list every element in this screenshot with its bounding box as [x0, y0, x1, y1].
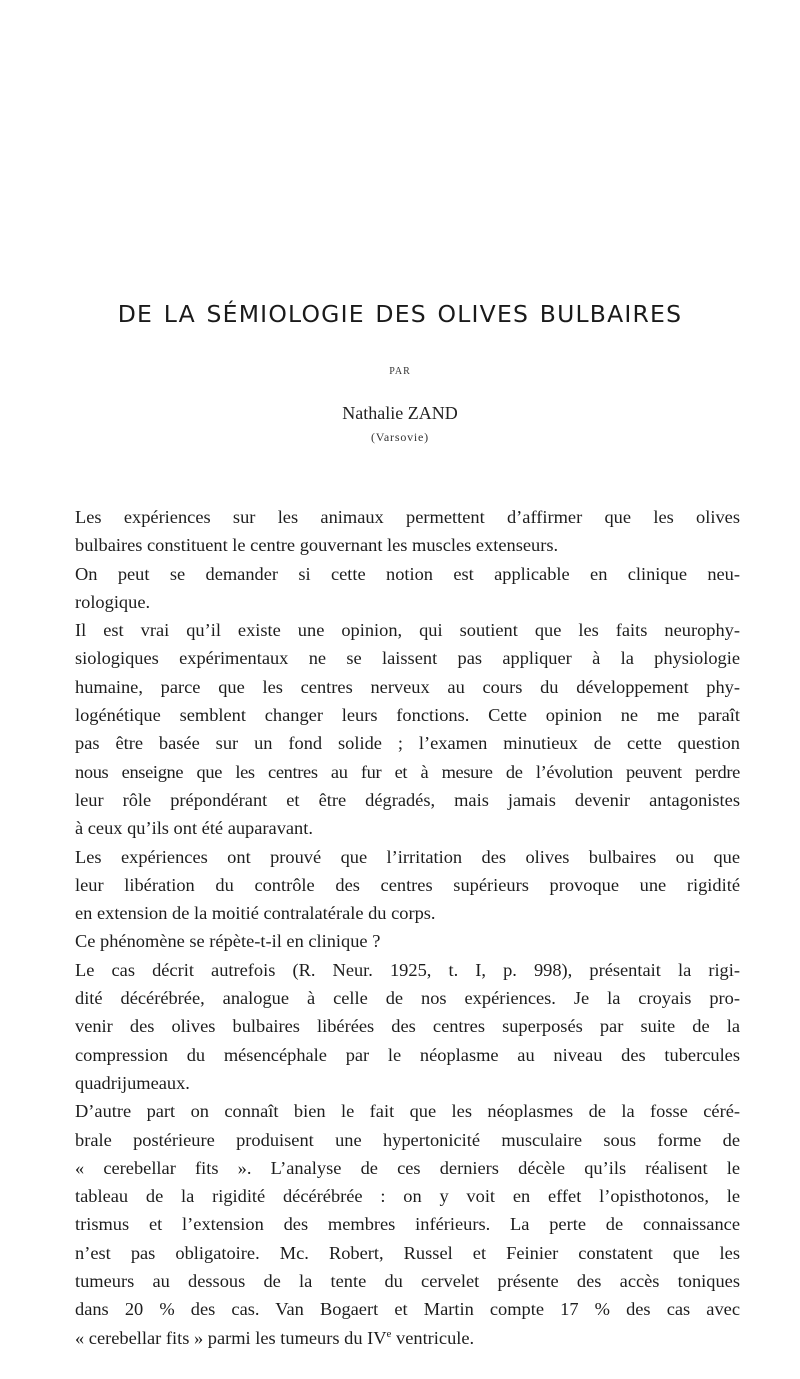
- body-text: [75, 503, 740, 1352]
- author-affiliation: (Varsovie): [371, 430, 429, 444]
- text-line: brale postérieure produisent une hypertonicité musculaire sous forme de: [75, 1129, 740, 1150]
- text-line: On peut se demander si cette notion est applicable en clinique neu-: [75, 563, 740, 584]
- text-line: leur libération du contrôle des centres supérieurs provoque une rigidité: [75, 874, 740, 895]
- text-line: tumeurs au dessous de la tente du cervelet présente des accès toniques: [75, 1271, 740, 1292]
- text-line: Les expériences ont prouvé que l’irritation des olives bulbaires ou que: [75, 846, 740, 867]
- text-line: logénétique semblent changer leurs fonctions. Cette opinion ne me paraît: [75, 705, 740, 726]
- text-line: quadrijumeaux.: [75, 1072, 190, 1093]
- text-line: humaine, parce que les centres nerveux au cours du développement phy-: [75, 676, 740, 697]
- byline-par: PAR: [389, 366, 411, 377]
- text-line: trismus et l’extension des membres inférieurs. La perte de connaissance: [75, 1214, 740, 1235]
- text-fragment: « cerebellar fits » parmi les tumeurs du IV: [75, 1327, 387, 1348]
- text-line: Le cas décrit autrefois (R. Neur. 1925, t. I, p. 998), présentait la rigi-: [75, 959, 740, 980]
- text-line: en extension de la moitié contralatérale du corps.: [75, 903, 436, 924]
- text-fragment: ventricule.: [391, 1327, 475, 1348]
- text-line: Il est vrai qu’il existe une opinion, qui soutient que les faits neurophy-: [75, 620, 740, 641]
- text-line: siologiques expérimentaux ne se laissent pas appliquer à la physiologie: [75, 648, 740, 669]
- text-line: rologique.: [75, 591, 151, 612]
- text-line: Ce phénomène se répète-t-il en clinique ?: [75, 931, 381, 952]
- text-line: venir des olives bulbaires libérées des centres superposés par suite de la: [75, 1016, 740, 1037]
- text-line: D’autre part on connaît bien le fait que les néoplasmes de la fosse céré-: [75, 1101, 740, 1122]
- text-line: tableau de la rigidité décérébrée : on y voit en effet l’opisthotonos, le: [75, 1186, 740, 1207]
- text-line: Les expériences sur les animaux permettent d’affirmer que les olives: [75, 507, 740, 527]
- text-line: dans 20 % des cas. Van Bogaert et Martin compte 17 % des cas avec: [75, 1299, 740, 1320]
- text-line: nous enseigne que les centres au fur et à mesure de l’évolution peuvent perdre: [75, 761, 740, 782]
- text-line-final: [75, 1324, 740, 1352]
- text-line: bulbaires constituent le centre gouvernant les muscles extenseurs.: [75, 535, 559, 556]
- text-line: « cerebellar fits ». L’analyse de ces derniers décèle qu’ils réalisent le: [75, 1157, 740, 1178]
- author-name: Nathalie ZAND: [342, 403, 458, 423]
- text-line: n’est pas obligatoire. Mc. Robert, Russel et Feinier constatent que les: [75, 1242, 740, 1263]
- text-line: leur rôle prépondérant et être dégradés, mais jamais devenir antagonistes: [75, 789, 740, 810]
- text-line: à ceux qu’ils ont été auparavant.: [75, 818, 313, 839]
- superscript: e: [386, 1327, 392, 1340]
- text-line: pas être basée sur un fond solide ; l’examen minutieux de cette question: [75, 733, 740, 754]
- text-line: dité décérébrée, analogue à celle de nos expériences. Je la croyais pro-: [75, 988, 740, 1009]
- text-line: compression du mésencéphale par le néoplasme au niveau des tubercules: [75, 1044, 740, 1065]
- article-title: DE LA SÉMIOLOGIE DES OLIVES BULBAIRES: [117, 300, 683, 328]
